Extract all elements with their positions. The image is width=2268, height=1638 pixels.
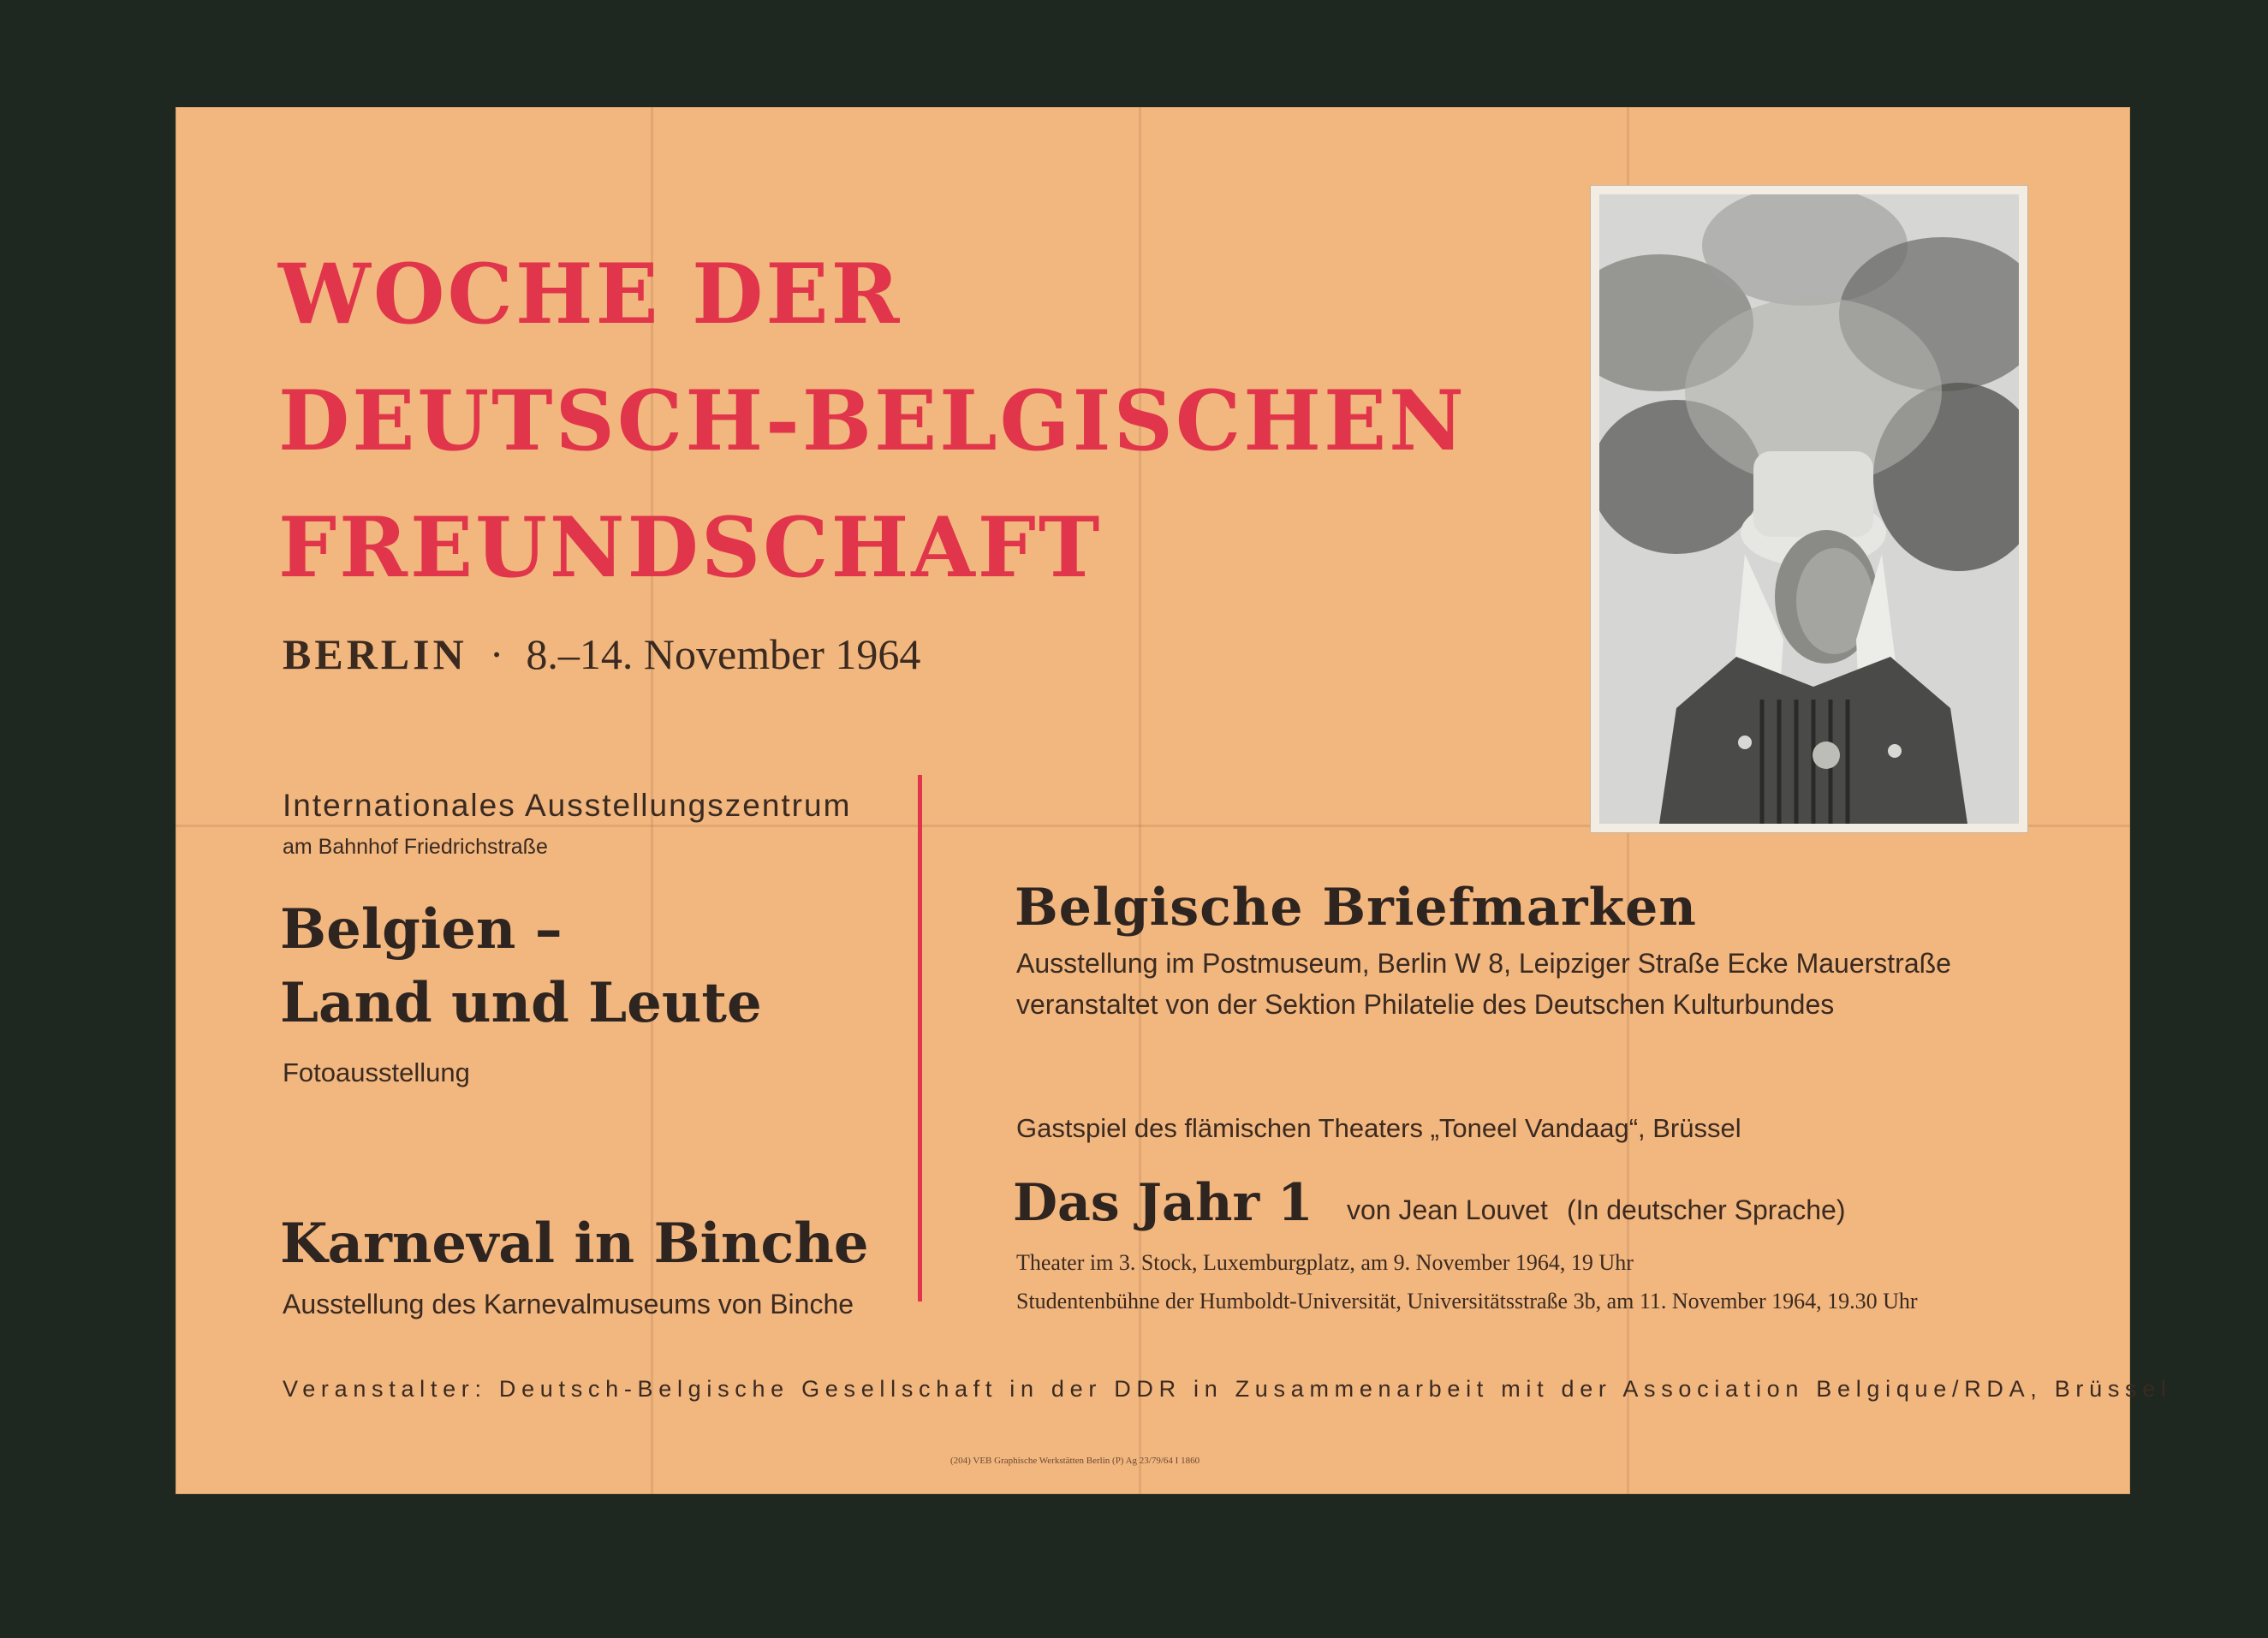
photo-illustration — [1599, 194, 2019, 824]
venue-sub: am Bahnhof Friedrichstraße — [283, 835, 548, 859]
stamps-title: Belgische Briefmarken — [1015, 878, 1697, 938]
play-title: Das Jahr 1 — [1013, 1173, 1313, 1233]
headline-line-1: WOCHE DER — [278, 246, 902, 342]
printer-imprint: (204) VEB Graphische Werkstätten Berlin (P) Ag 23/79/64 I 1860 — [950, 1456, 1200, 1466]
performance-1: Theater im 3. Stock, Luxemburgplatz, am 9. November 1964, 19 Uhr — [1016, 1250, 1634, 1275]
play-language: (In deutscher Sprache) — [1567, 1194, 1846, 1225]
play-author: von Jean Louvet — [1347, 1194, 1548, 1225]
venue: Internationales Ausstellungszentrum — [283, 788, 852, 823]
photo-frame — [1591, 186, 2027, 832]
event-city: BERLIN — [283, 630, 467, 678]
exhibition-title — [280, 893, 762, 1040]
performance-2: Studentenbühne der Humboldt-Universität, Universitätsstraße 3b, am 11. November 1964, 19.30 Uhr — [1016, 1289, 1918, 1313]
separator: · — [489, 630, 504, 678]
column-divider — [918, 775, 922, 1301]
event-dates: 8.–14. November 1964 — [526, 630, 921, 678]
exhibition-sub: Fotoausstellung — [283, 1057, 470, 1087]
stamps-line-1: Ausstellung im Postmuseum, Berlin W 8, Leipziger Straße Ecke Mauerstraße — [1016, 948, 1951, 979]
guest-performance-line: Gastspiel des flämischen Theaters „Toneel Vandaag“, Brüssel — [1016, 1113, 1741, 1143]
headline-line-3: FREUNDSCHAFT — [278, 499, 1103, 596]
karneval-sub: Ausstellung des Karnevalmuseums von Binche — [283, 1289, 854, 1319]
exhibition-title-line-2: Land und Leute — [280, 971, 762, 1035]
headline — [278, 231, 1467, 611]
poster — [176, 107, 2172, 1494]
stamps-line-2: veranstaltet von der Sektion Philatelie des Deutschen Kulturbundes — [1016, 989, 1835, 1020]
event-date-line — [283, 629, 920, 679]
carnival-gille-photo — [1599, 194, 2019, 824]
exhibition-title-line-1: Belgien – — [280, 897, 563, 962]
organizer-line: Veranstalter: Deutsch-Belgische Gesellschaft in der DDR in Zusammenarbeit mit der Association Belgique/RDA, Brüssel — [283, 1376, 2172, 1402]
karneval-title: Karneval in Binche — [280, 1212, 869, 1276]
headline-line-2: DEUTSCH-BELGISCHEN — [278, 372, 1467, 469]
